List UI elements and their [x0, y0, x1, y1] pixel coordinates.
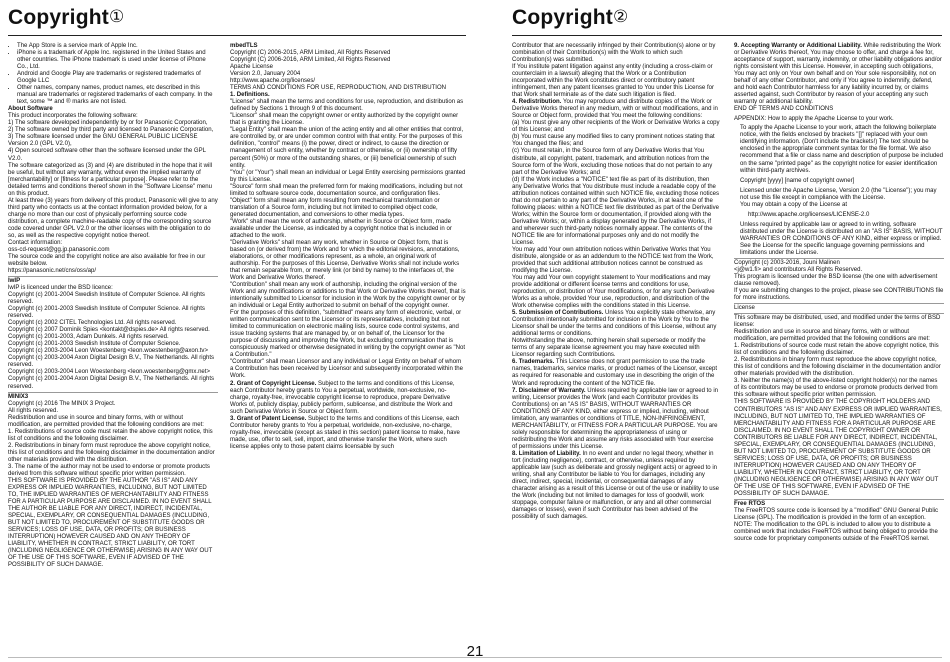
divider [734, 258, 944, 259]
paragraph: The FreeRTOS source code is licensed by a "modified" GNU General Public License (GPL). The modification is provided in the form of an exception. NOTE: The modification to the GPL is included to allow you to distribute a combined work that includes FreeRTOS without being obliged to provide the source code for proprietary components outside of the FreeRTOS kernel. [734, 507, 939, 543]
list-item: • The App Store is a service mark of Apple Inc. [17, 43, 218, 50]
paragraph: 2. Grant of Copyright License. Subject to the terms and conditions of this License, each Contributor hereby grants to You a perpetual, worldwide, non-exclusive, no-charge, royalty-free, irrevocable copyright license to reproduce, prepare Derivative Works of, publicly display, publicly perform, sublicense, and distribute the Work and such Derivative Works in Source or Object form. [230, 380, 457, 415]
license-url: http://www.apache.org/licenses/LICENSE-2.0 [748, 211, 870, 218]
paragraph: lwIP is licenced under the BSD licence: Copyright (c) 2001-2004 Swedish Institute of Computer Science. All rights reserved. Copyright (c) 2001-2003 Swedish Institute of Computer Science. All rights reserved. Copyright (c) 2002 CITEL Technologies Ltd. All rights reserved. Copyright (c) 2007 Dominik Spies <kontakt@dspies.de> All rights reserved. Copyright (c) 2001-2003, Adam Dunkels. All rights reserved. Copyright (c) 2001-2003 Swedish Institute of Computer Science. Copyright (c) 2003-2004 Leon Woestenberg <leon.woestenberg@axon.tv> Copyright (c) 2003-2004 Axon Digital Design B.V., The Netherlands. All rights reserved. Copyright (c) 2003-2004 Leon Woestenberg <leon.woestenberg@gmx.net> Copyright (c) 2001-2004 Axon Digital Design B.V., The Netherlands. All rights reserved. [8, 285, 215, 390]
page-right [512, 0, 944, 640]
paragraph: 7. Disclaimer of Warranty. Unless required by applicable law or agreed to in writing, Licensor provides the Work (and each Contributor provides its Contributions) on an "AS IS" BASIS, WITHOUT WARRANTIES OR CONDITIONS OF ANY KIND, either express or implied, including, without limitation, any warranties or conditions of TITLE, NON-INFRINGEMENT, MERCHANTABILITY, or FITNESS FOR A PARTICULAR PURPOSE. You are solely responsible for determining the appropriateness of using or redistributing the Work and assume any risks associated with Your exercise of permissions under this License. [512, 387, 720, 450]
column-2 [230, 43, 466, 635]
page-left [8, 0, 468, 640]
column-1 [8, 43, 218, 635]
page-title-right: Copyright② [512, 6, 629, 29]
divider [8, 276, 218, 277]
page-title-left: Copyright① [8, 6, 125, 29]
title-rule [512, 35, 942, 36]
divider [734, 303, 944, 304]
divider [734, 313, 944, 314]
section-heading: About Software [8, 106, 53, 113]
section-heading: Free RTOS [734, 500, 766, 507]
appendix-title: APPENDIX: How to apply the Apache License to your work. [734, 116, 894, 123]
title-rule [8, 35, 466, 36]
divider [734, 499, 944, 500]
section-heading: mbedTLS [230, 43, 258, 49]
paragraph: 6. Trademarks. This License does not grant permission to use the trade names, trademarks, service marks, or product names of the Licensor, except as required for reasonable and customary use in describing the origin of the Work and reproducing the content of the NOTICE file. [512, 359, 719, 387]
paragraph: Unless required by applicable law or agreed to in writing, software distributed under the License is distributed on an "AS IS" BASIS, WITHOUT WARRANTIES OR CONDITIONS OF ANY KIND, either express or implied. See the License for the specific language governing permissions and limitations under the License. [740, 221, 945, 256]
paragraph: Contributor that are necessarily infringed by their Contribution(s) alone or by combination of their Contribution(s) with the Work to which such Contribution(s) was submitted. If You institute patent litigation against any entity (including a cross-claim or counterclaim in a lawsuit) alleging that the Work or a Contribution incorporated within the Work constitutes direct or contributory patent infringement, then any patent licenses granted to You under this License for that Work shall terminate as of the date such litigation is filed. [512, 43, 716, 99]
paragraph: Copyright (C) 2006-2015, ARM Limited, All Rights Reserved Copyright (C) 2006-2016, ARM Limited, All Rights Reserved Apache License Version 2.0, January 2004 http://www.apache.org/licenses/ TERMS AND CONDITIONS FOR USE, REPRODUCTION, AND DISTRIBUTION [230, 50, 447, 92]
divider [8, 392, 218, 393]
paragraph: To apply the Apache License to your work, attach the following boilerplate notice, with the fields enclosed by brackets "[]" replaced with your own identifying information. (Don't include the brackets!) The text should be enclosed in the appropriate comment syntax for the file format. We also recommend that a file or class name and description of purpose be included on the same "printed page" as the copyright notice for easier identification within third-party archives. [740, 125, 945, 174]
column-4 [734, 43, 944, 635]
footer-rule [8, 657, 942, 658]
section-heading: MINIX3 [8, 393, 29, 400]
paragraph: "License" shall mean the terms and conditions for use, reproduction, and distribution as defined by Sections 1 through 9 of this document. "Licensor" shall mean the copyright owner or entity authorized by the copyright owner that is granting the License. "Legal Entity" shall mean the union of the acting entity and all other entities that control, are controlled by, or are under common control with that entity. For the purposes of this definition, "control" means (i) the power, direct or indirect, to cause the direction or management of such entity, whether by contract or otherwise, or (ii) ownership of fifty percent (50%) or more of the outstanding shares, or (iii) beneficial ownership of such entity. "You" (or "Your") shall mean an individual or Legal Entity exercising permissions granted by this License. "Source" form shall mean the preferred form for making modifications, including but not limited to software source code, documentation source, and configuration files. "Object" form shall mean any form resulting from mechanical transformation or translation of a Source form, including but not limited to compiled object code, generated documentation, and conversions to other media types. "Work" shall mean the work of authorship, whether in Source or Object form, made available under the License, as indicated by a copyright notice that is included in or attached to the work. "Derivative Works" shall mean any work, whether in Source or Object form, that is based on (or derived from) the Work and for which the editorial revisions, annotations, elaborations, or other modifications represent, as a whole, an original work of authorship. For the purposes of this License, Derivative Works shall not include works that remain separable from, or merely link (or bind by name) to the interfaces of, the Work and Derivative Works thereof. "Contribution" shall mean any work of authorship, including the original version of the Work and any modifications or additions to that Work or Derivative Works thereof, that is intentionally submitted to Licensor for inclusion in the Work by the copyright owner or by an individual or Legal Entity authorized to submit on behalf of the copyright owner. For the purposes of this definition, "submitted" means any form of electronic, verbal, or written communication sent to the Licensor or its representatives, including but not limited to communication on electronic mailing lists, source code control systems, and issue tracking systems that are managed by, or on behalf of, the Licensor for the purpose of discussing and improving the Work, but excluding communication that is conspicuously marked or otherwise designated in writing by the copyright owner as "Not a Contribution." "Contributor" shall mean Licensor and any individual or Legal Entity on behalf of whom a Contribution has been received by Licensor and subsequently incorporated within the Work. [230, 99, 466, 380]
copyright-template: Copyright [yyyy] [name of copyright owner] [740, 177, 855, 184]
paragraph: 9. Accepting Warranty or Additional Liability. While redistributing the Work or Derivative Works thereof, You may choose to offer, and charge a fee for, acceptance of support, warranty, indemnity, or other liability obligations and/or rights consistent with this License. However, in accepting such obligations, You may act only on Your own behalf and on Your sole responsibility, not on behalf of any other Contributor, and only if You agree to indemnify, defend, and hold each Contributor harmless for any liability incurred by, or claims asserted against, such Contributor by reason of your accepting any such warranty or additional liability. END OF TERMS AND CONDITIONS [734, 43, 942, 113]
paragraph: Copyright (c) 2016 The MINIX 3 Project. All rights reserved. Redistribution and use in source and binary forms, with or without modification, are permitted provided that the following conditions are met: 1. Redistributions of source code must retain the above copyright notice, this list of conditions and the following disclaimer. 2. Redistributions in binary form must reproduce the above copyright notice, this list of conditions and the following disclaimer in the documentation and/or other materials provided with the distribution. 3. The name of the author may not be used to endorse or promote products derived from this software without specific prior written permission. THIS SOFTWARE IS PROVIDED BY THE AUTHOR "AS IS" AND ANY EXPRESS OR IMPLIED WARRANTIES, INCLUDING, BUT NOT LIMITED TO, THE IMPLIED WARRANTIES OF MERCHANTABILITY AND FITNESS FOR A PARTICULAR PURPOSE ARE DISCLAIMED. IN NO EVENT SHALL THE AUTHOR BE LIABLE FOR ANY DIRECT, INDIRECT, INCIDENTAL, SPECIAL, EXEMPLARY, OR CONSEQUENTIAL DAMAGES (INCLUDING, BUT NOT LIMITED TO, PROCUREMENT OF SUBSTITUTE GOODS OR SERVICES; LOSS OF USE, DATA, OR PROFITS; OR BUSINESS INTERRUPTION) HOWEVER CAUSED AND ON ANY THEORY OF LIABILITY, WHETHER IN CONTRACT, STRICT LIABILITY, OR TORT (INCLUDING NEGLIGENCE OR OTHERWISE) ARISING IN ANY WAY OUT OF THE USE OF THIS SOFTWARE, EVEN IF ADVISED OF THE POSSIBILITY OF SUCH DAMAGE. [8, 400, 215, 569]
trademark-list [8, 43, 218, 106]
column-3 [512, 43, 720, 635]
page-number: 21 [466, 643, 484, 660]
license-label: License [734, 305, 755, 312]
section-heading: lwIP [8, 278, 21, 285]
paragraph: Copyright (c) 2003-2016, Jouni Malinen <j@w1.fi> and contributors All Rights Reserved. This program is licensed under the BSD license (the one with advertisement clause removed). If you are submitting changes to the project, please see CONTRIBUTIONS file for more instructions. [734, 259, 944, 302]
paragraph: This software may be distributed, used, and modified under the terms of BSD license: Redistribution and use in source and binary forms, with or without modification, are permitted provided that the following conditions are met: 1. Redistributions of source code must retain the above copyright notice, this list of conditions and the following disclaimer. 2. Redistributions in binary form must reproduce the above copyright notice, this list of conditions and the following disclaimer in the documentation and/or other materials provided with the distribution. 3. Neither the name(s) of the above-listed copyright holder(s) nor the names of its contributors may be used to endorse or promote products derived from this software without specific prior written permission. THIS SOFTWARE IS PROVIDED BY THE COPYRIGHT HOLDERS AND CONTRIBUTORS "AS IS" AND ANY EXPRESS OR IMPLIED WARRANTIES, INCLUDING, BUT NOT LIMITED TO, THE IMPLIED WARRANTIES OF MERCHANTABILITY AND FITNESS FOR A PARTICULAR PURPOSE ARE DISCLAIMED. IN NO EVENT SHALL THE COPYRIGHT OWNER OR CONTRIBUTORS BE LIABLE FOR ANY DIRECT, INDIRECT, INCIDENTAL, SPECIAL, EXEMPLARY, OR CONSEQUENTIAL DAMAGES (INCLUDING, BUT NOT LIMITED TO, PROCUREMENT OF SUBSTITUTE GOODS OR SERVICES; LOSS OF USE, DATA, OR PROFITS; OR BUSINESS INTERRUPTION) HOWEVER CAUSED AND ON ANY THEORY OF LIABILITY, WHETHER IN CONTRACT, STRICT LIABILITY, OR TORT (INCLUDING NEGLIGENCE OR OTHERWISE) ARISING IN ANY WAY OUT OF THE USE OF THIS SOFTWARE, EVEN IF ADVISED OF THE POSSIBILITY OF SUCH DAMAGE. [734, 315, 942, 497]
paragraph: This product incorporates the following software: 1) The software developed independently by or for Panasonic Corporation, 2) The software owned by third party and licensed to Panasonic Corporation, 3) The software licensed under the GNU GENERAL PUBLIC LICENSE Version 2.0 (GPL V2.0), 4) Open sourced software other than the software licensed under the GPL V2.0. The software categorized as (3) and (4) are distributed in the hope that it will be useful, but without any warranty, without even the implied warranty of [merchantability] or [fitness for a particular purpose]. Please refer to the detailed terms and conditions thereof shown in the "Software License" menu on this product. At least three (3) years from delivery of this product, Panasonic will give to any third party who contacts us at the contact information provided below, for a charge no more than our cost of physically performing source code distribution, a complete machine-readable copy of the corresponding source code covered under GPL V2.0 or the other licenses with the obligation to do so, as well as the respective copyright notice thereof. Contact information: oss-cd-request@gg.jp.panasonic.com The source code and the copyright notice are also available for free in our website below. https://panasonic.net/cns/oss/ap/ [8, 113, 218, 274]
paragraph: 4. Redistribution. You may reproduce and distribute copies of the Work or Derivative Works thereof in any medium, with or without modifications, and in Source or Object form, provided that You meet the following conditions: (a) You must give any other recipients of the Work or Derivative Works a copy of this License; and (b) You must cause any modified files to carry prominent notices stating that You changed the files; and (c) You must retain, in the Source form of any Derivative Works that You distribute, all copyright, patent, trademark, and attribution notices from the Source form of the Work, excluding those notices that do not pertain to any part of the Derivative Works; and (d) If the Work includes a "NOTICE" text file as part of its distribution, then any Derivative Works that You distribute must include a readable copy of the attribution notices contained within such NOTICE file, excluding those notices that do not pertain to any part of the Derivative Works, in at least one of the following places: within a NOTICE text file distributed as part of the Derivative Works; within the Source form or documentation, if provided along with the Derivative Works; or, within a display generated by the Derivative Works, if and wherever such third-party notices normally appear. The contents of the NOTICE file are for informational purposes only and do not modify the License. You may add Your own attribution notices within Derivative Works that You distribute, alongside or as an addendum to the NOTICE text from the Work, provided that such additional attribution notices cannot be construed as modifying the License. You may add Your own copyright statement to Your modifications and may provide additional or different license terms and conditions for use, reproduction, or distribution of Your modifications, or for any such Derivative Works as a whole, provided Your use, reproduction, and distribution of the Work otherwise complies with the conditions stated in this License. [512, 99, 720, 310]
list-item: • Android and Google Play are trademarks or registered trademarks of Google LLC [17, 71, 218, 85]
list-item: • iPhone is a trademark of Apple Inc. registered in the United States and other countries. The iPhone trademark is used under license of iPhone Co., Ltd. [17, 50, 218, 71]
paragraph: 3. Grant of Patent License. Subject to the terms and conditions of this License, each Contributor hereby grants to You a perpetual, worldwide, non-exclusive, no-charge, royalty-free, irrevocable (except as stated in this section) patent license to make, have made, use, offer to sell, sell, import, and otherwise transfer the Work, where such license applies only to those patent claims licensable by such [230, 415, 462, 450]
list-item: • Other names, company names, product names, etc described in this manual are trademarks or registered trademarks of each company. In the text, some ™ and ® marks are not listed. [17, 85, 218, 106]
subsection-heading: 1. Definitions. [230, 92, 270, 99]
paragraph: 8. Limitation of Liability. In no event and under no legal theory, whether in tort (including negligence), contract, or otherwise, unless required by applicable law (such as deliberate and grossly negligent acts) or agreed to in writing, shall any Contributor be liable to You for damages, including any direct, indirect, special, incidental, or consequential damages of any character arising as a result of this License or out of the use or inability to use the Work (including but not limited to damages for loss of goodwill, work stoppage, computer failure or malfunction, or any and all other commercial damages or losses), even if such Contributor has been advised of the possibility of such damages. [512, 450, 721, 521]
paragraph: 5. Submission of Contributions. Unless You explicitly state otherwise, any Contribution intentionally submitted for inclusion in the Work by You to the Licensor shall be under the terms and conditions of this License, without any additional terms or conditions. Notwithstanding the above, nothing herein shall supersede or modify the terms of any separate license agreement you may have executed with Licensor regarding such Contributions. [512, 310, 717, 359]
paragraph: Licensed under the Apache License, Version 2.0 (the "License"); you may not use this file except in compliance with the License. You may obtain a copy of the License at [740, 187, 937, 208]
